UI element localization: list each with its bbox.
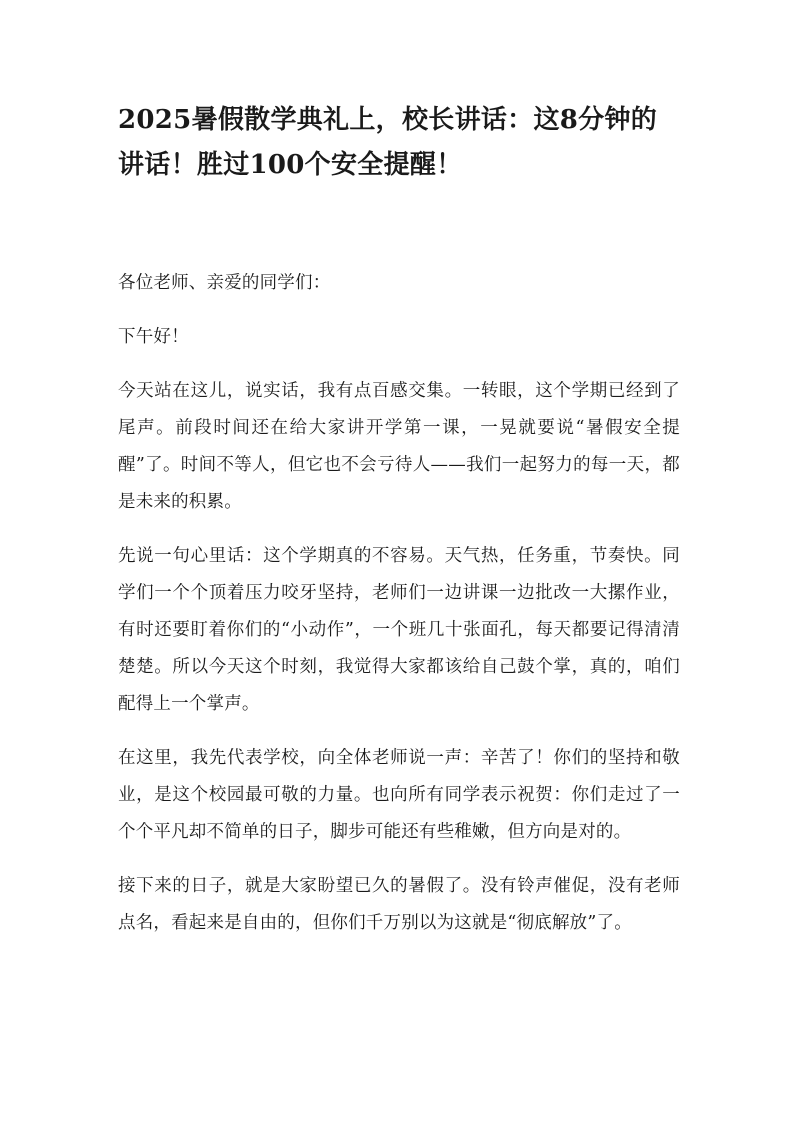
body-paragraph: 接下来的日子，就是大家盼望已久的暑假了。没有铃声催促，没有老师点名，看起来是自由的，但你们千万别以为这就是“彻底解放”了。 bbox=[118, 876, 680, 933]
body-paragraph: 今天站在这儿，说实话，我有点百感交集。一转眼，这个学期已经到了尾声。前段时间还在给大家讲开学第一课，一晃就要说“暑假安全提醒”了。时间不等人，但它也不会亏待人——我们一起努力的每一天，都是未来的积累。 bbox=[118, 381, 680, 512]
salutation-paragraph: 下午好！ bbox=[118, 327, 189, 347]
document-body bbox=[118, 265, 680, 959]
document-title: 2025暑假散学典礼上，校长讲话：这8分钟的讲话！胜过100个安全提醒！ bbox=[118, 105, 658, 180]
body-paragraph: 在这里，我先代表学校，向全体老师说一声：辛苦了！你们的坚持和敬业，是这个校园最可敬的力量。也向所有同学表示祝贺：你们走过了一个个平凡却不简单的日子，脚步可能还有些稚嫩，但方向是对的。 bbox=[118, 748, 680, 842]
greeting-paragraph: 各位老师、亲爱的同学们： bbox=[118, 273, 331, 293]
body-paragraph: 先说一句心里话：这个学期真的不容易。天气热，任务重，节奏快。同学们一个个顶着压力咬牙坚持，老师们一边讲课一边批改一大摞作业，有时还要盯着你们的“小动作”，一个班几十张面孔，每天都要记得清清楚楚。所以今天这个时刻，我觉得大家都该给自己鼓个掌，真的，咱们配得上一个掌声。 bbox=[118, 546, 680, 714]
